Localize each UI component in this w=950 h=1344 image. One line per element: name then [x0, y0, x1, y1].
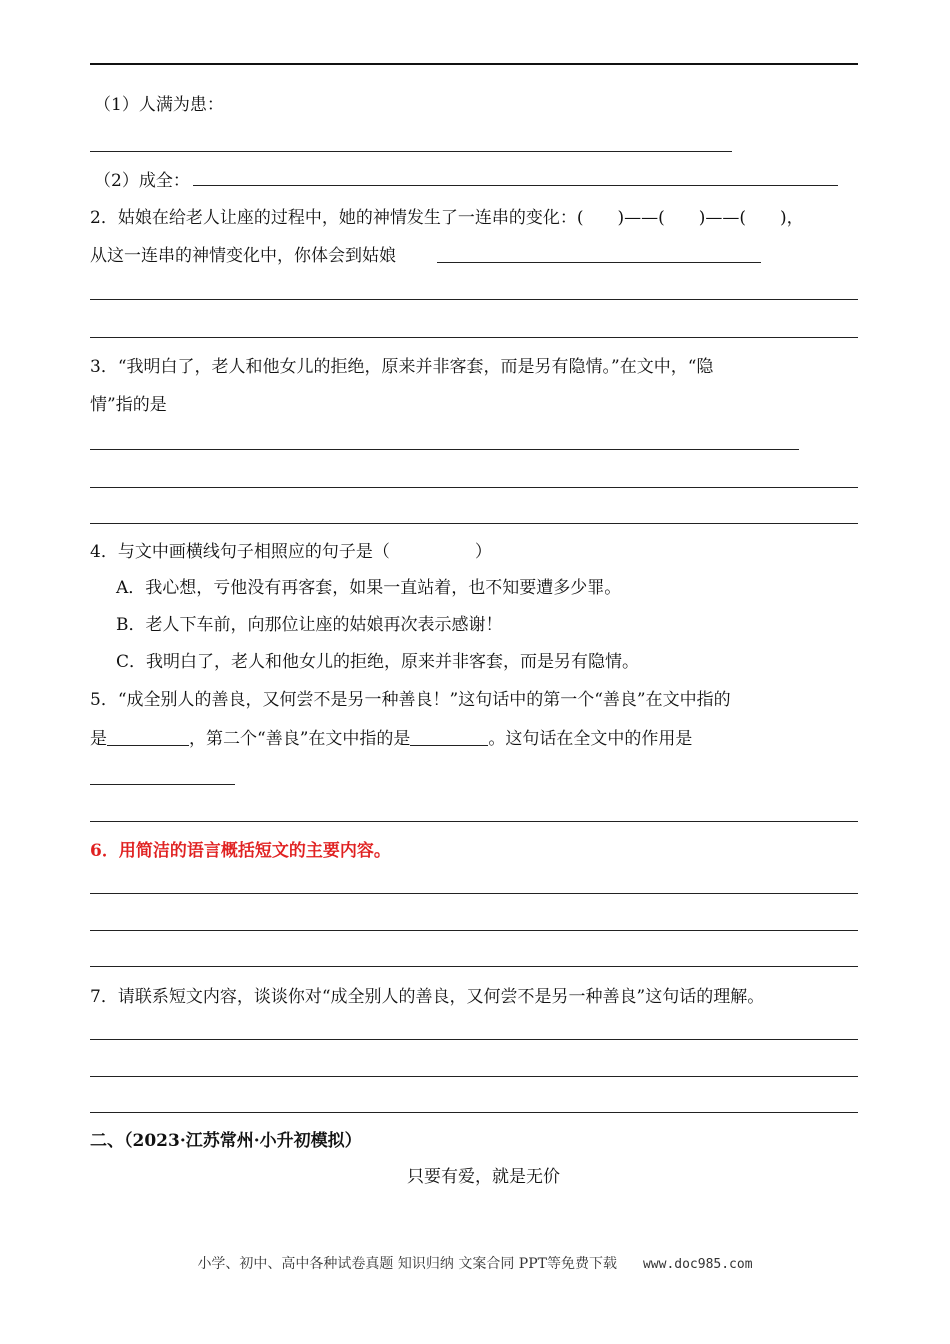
q4-text: 4．与文中画横线句子相照应的句子是（ ）	[90, 542, 492, 562]
q4-option-b[interactable]: B．老人下车前，向那位让座的姑娘再次表示感谢！	[116, 615, 503, 635]
answer-line[interactable]	[90, 1112, 858, 1113]
passage-title: 只要有爱，就是无价	[407, 1167, 560, 1187]
answer-line[interactable]	[90, 337, 858, 338]
q5-text-b2: ，第二个“善良”在文中指的是	[189, 729, 411, 749]
answer-line[interactable]	[90, 930, 858, 931]
answer-line[interactable]	[437, 262, 761, 263]
q3-text-a: 3．“我明白了，老人和他女儿的拒绝，原来并非客套，而是另有隐情。”在文中，“隐	[90, 357, 714, 377]
q6-text: 6．用简洁的语言概括短文的主要内容。	[90, 841, 391, 861]
section-2-heading: 二、（2023·江苏常州·小升初模拟）	[90, 1131, 362, 1151]
q7-text: 7．请联系短文内容，谈谈你对“成全别人的善良，又何尝不是另一种善良”这句话的理解。	[90, 987, 765, 1007]
answer-line[interactable]	[193, 185, 838, 186]
q5-text-b	[90, 727, 692, 750]
answer-line[interactable]	[90, 487, 858, 488]
q1-2-text: （2）成全：	[94, 171, 190, 191]
answer-line[interactable]	[90, 966, 858, 967]
q5-text-a: 5．“成全别人的善良，又何尝不是另一种善良！”这句话中的第一个“善良”在文中指的	[90, 690, 731, 710]
answer-line[interactable]	[90, 893, 858, 894]
q3-text-b: 情”指的是	[90, 395, 167, 415]
footer	[0, 1253, 950, 1273]
answer-line[interactable]	[90, 784, 235, 785]
answer-line[interactable]	[90, 449, 799, 450]
footer-url[interactable]: www.doc985.com	[642, 1257, 753, 1272]
q4-option-a[interactable]: A．我心想，亏他没有再客套，如果一直站着，也不知要遭多少罪。	[116, 578, 622, 598]
q5-text-b3: 。这句话在全文中的作用是	[488, 729, 693, 749]
q4-option-c[interactable]: C．我明白了，老人和他女儿的拒绝，原来并非客套，而是另有隐情。	[116, 652, 640, 672]
answer-line[interactable]	[90, 151, 732, 152]
answer-line[interactable]	[90, 299, 858, 300]
q2-text-a: 2．姑娘在给老人让座的过程中，她的神情发生了一连串的变化：( )——( )——( )，	[90, 208, 804, 228]
answer-blank[interactable]	[107, 727, 189, 746]
answer-blank[interactable]	[410, 727, 488, 746]
footer-text: 小学、初中、高中各种试卷真题 知识归纳 文案合同 PPT等免费下载	[197, 1256, 617, 1272]
answer-line[interactable]	[90, 821, 858, 822]
q2-text-b: 从这一连串的神情变化中，你体会到姑娘	[90, 246, 396, 266]
answer-line[interactable]	[90, 1039, 858, 1040]
q5-text-b1: 是	[90, 729, 107, 749]
top-rule	[90, 63, 858, 65]
answer-line[interactable]	[90, 1076, 858, 1077]
q1-1-text: （1）人满为患：	[94, 95, 224, 115]
answer-line[interactable]	[90, 523, 858, 524]
